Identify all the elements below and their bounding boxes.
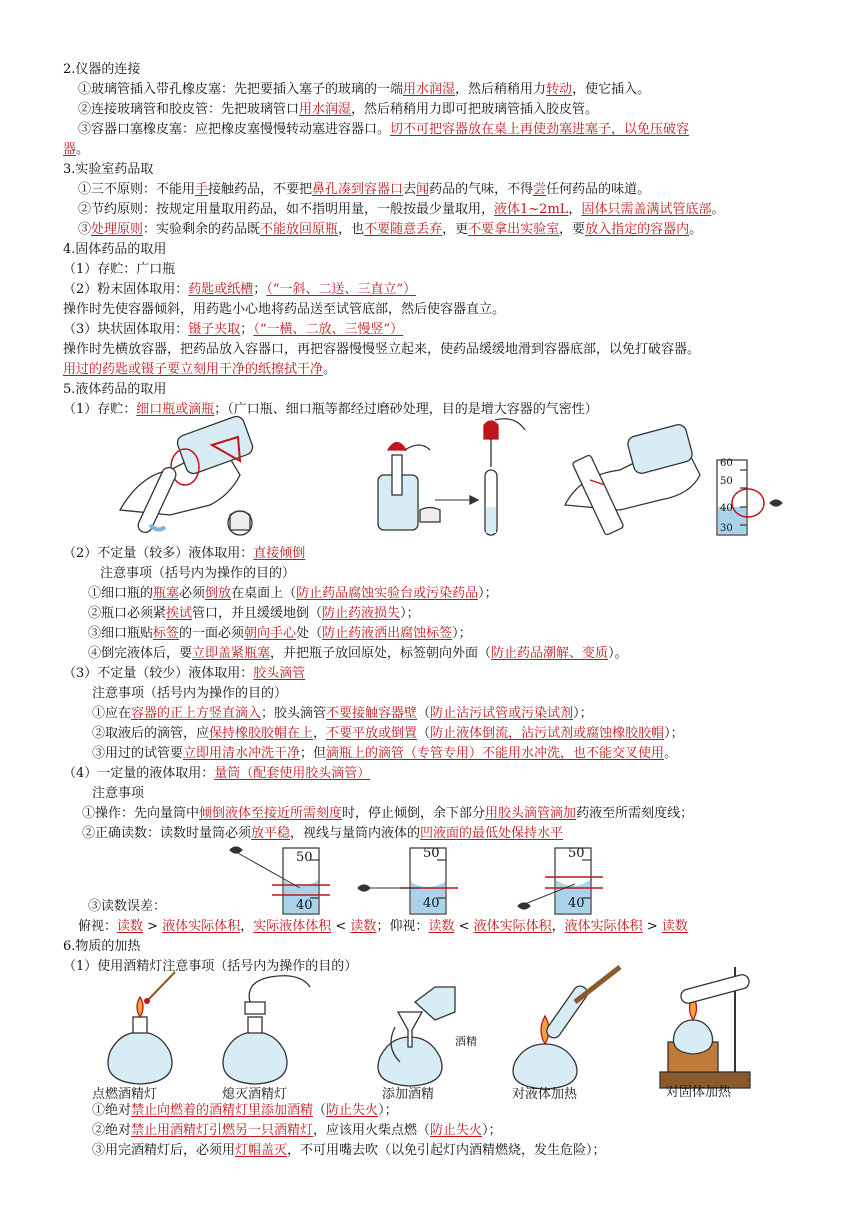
s3-title: 3.实验室药品取 xyxy=(63,162,154,177)
s4-line4: （3）块状固体取用：镊子夹取；（“一横、二放、三慢竖”） xyxy=(63,322,404,337)
s5-line2: （2）不定量（较多）液体取用：直接倾倒 xyxy=(63,546,306,561)
cyl2-label-40: 40 xyxy=(423,896,440,911)
scale-label-40: 40 xyxy=(720,503,733,514)
s5-title: 5.液体药品的取用 xyxy=(63,382,167,397)
lamp-extinguish-image xyxy=(223,976,310,1084)
caption-light-lamp: 点燃酒精灯 xyxy=(92,1087,158,1102)
caption-extinguish-lamp: 熄灭酒精灯 xyxy=(222,1087,288,1102)
cyl3-label-50: 50 xyxy=(568,846,585,861)
s2-line1: ①玻璃管插入带孔橡皮塞：先把要插入塞子的玻璃的一端用水润湿，然后稍稍用力转动，使它插入。 xyxy=(78,82,651,97)
s6-line3: ②绝对禁止用酒精灯引燃另一只酒精灯，应该用火柴点燃（防止失火）； xyxy=(92,1123,502,1138)
cyl1-label-40: 40 xyxy=(296,898,313,913)
pour-into-tube-image xyxy=(120,414,255,535)
liquid-handling-illustrations xyxy=(0,415,868,545)
s5-line5: ②瓶口必须紧挨试管口，并且缓缓地倒（防止药液损失）； xyxy=(88,606,420,621)
s5-line11: ②取液后的滴管，应保持橡胶胶帽在上，不要平放或倒置（防止液体倒流，沾污试剂或腐蚀橡胶胶帽）； xyxy=(92,726,684,741)
alcohol-bottle-label: 酒精 xyxy=(455,1035,477,1048)
s6-line2: ①绝对禁止向燃着的酒精灯里添加酒精（防止失火）； xyxy=(92,1103,398,1118)
lamp-add-alcohol-image xyxy=(378,987,455,1086)
s5-line8: （3）不定量（较少）液体取用：胶头滴管 xyxy=(63,666,306,681)
cyl2-label-50: 50 xyxy=(423,846,440,861)
cyl3-label-40: 40 xyxy=(568,896,585,911)
s4-line5: 操作时先横放容器，把药品放入容器口，再把容器慢慢竖立起来，使药品缓缓地滑到容器底部，以免打破容器。 xyxy=(63,342,701,357)
s5-line16: ②正确读数：读数时量筒必须放平稳，视线与量筒内液体的凹液面的最低处保持水平 xyxy=(82,826,564,841)
s5-line4: ①细口瓶的瓶塞必须倒放在桌面上（防止药品腐蚀实验台或污染药品）； xyxy=(88,586,498,601)
s5-line6: ③细口瓶贴标签的一面必须朝向手心处（防止药液洒出腐蚀标签）； xyxy=(88,626,472,641)
s4-title: 4.固体药品的取用 xyxy=(63,242,167,257)
s3-line1: ①三不原则：不能用手接触药品，不要把鼻孔凑到容器口去闻药品的气味，不得尝任何药品的味道。 xyxy=(78,182,651,197)
lamp-heat-liquid-image xyxy=(513,967,620,1089)
s2-line2: ②连接玻璃管和胶皮管：先把玻璃管口用水润湿，然后稍稍用力即可把玻璃管插入胶皮管。 xyxy=(78,102,599,117)
s5-line17: ③读数误差： xyxy=(88,899,167,914)
caption-heat-liquid: 对液体加热 xyxy=(512,1087,578,1102)
scale-label-50: 50 xyxy=(720,476,733,487)
s5-line7: ④倒完液体后，要立即盖紧瓶塞，并把瓶子放回原处，标签朝向外面（防止药品潮解、变质）。 xyxy=(88,646,628,661)
s2-line3: ③容器口塞橡皮塞：应把橡皮塞慢慢转动塞进容器口。切不可把容器放在桌上再使劲塞进塞子，以免压破容 xyxy=(78,122,690,137)
lamp-heat-solid-image xyxy=(660,967,751,1088)
s5-line12: ③用过的试管要立即用清水冲洗干净；但滴瓶上的滴管（专管专用）不能用水冲洗，也不能交叉使用。 xyxy=(92,746,678,761)
s3-line3: ③处理原则：实验剩余的药品既不能放回原瓶，也不要随意丢弃，更不要拿出实验室，要放入指定的容器内。 xyxy=(78,222,703,237)
scale-label-60: 60 xyxy=(720,458,733,469)
s5-line10: ①应在容器的正上方竖直滴入；胶头滴管不要接触容器壁（防止沾污试管或污染试剂）； xyxy=(92,706,593,721)
s5-line9: 注意事项（括号内为操作的目的） xyxy=(92,686,288,701)
cylinder-look-down xyxy=(230,847,330,914)
dropper-bottle-image xyxy=(378,419,525,535)
alcohol-lamp-illustrations xyxy=(0,972,868,1097)
s3-line2: ②节约原则：按规定用量取用药品，如不指明用量，一般按最少量取用，液体1~2mL，固体只需盖满试管底部。 xyxy=(78,202,725,217)
s2-title: 2.仪器的连接 xyxy=(63,62,141,77)
s5-line13: （4）一定量的液体取用：量筒（配套使用胶头滴管） xyxy=(63,766,371,781)
s4-line1: （1）存贮：广口瓶 xyxy=(63,262,176,277)
scale-label-30: 30 xyxy=(720,523,733,534)
caption-add-alcohol: 添加酒精 xyxy=(382,1087,435,1102)
s5-line3: 注意事项（括号内为操作的目的） xyxy=(100,566,296,581)
s6-line4: ③用完酒精灯后，必须用灯帽盖灭，不可用嘴去吹（以免引起灯内酒精燃烧，发生危险）； xyxy=(92,1143,606,1158)
s4-line2: （2）粉末固体取用：药匙或纸槽；（“一斜、二送、三直立”） xyxy=(63,282,417,297)
cyl1-label-50: 50 xyxy=(296,850,313,865)
s5-line15: ①操作：先向量筒中倾倒液体至接近所需刻度时，停止倾倒，余下部分用胶头滴管滴加药液至所需刻度线； xyxy=(82,806,694,821)
lamp-lighting-image xyxy=(108,972,175,1084)
s4-line6: 用过的药匙或镊子要立刻用干净的纸擦拭干净。 xyxy=(63,362,337,377)
s2-line4: 器。 xyxy=(63,142,90,157)
cylinder-look-level xyxy=(358,848,458,914)
s4-line3: 操作时先使容器倾斜，用药匙小心地将药品送至试管底部，然后使容器直立。 xyxy=(63,302,506,317)
s6-title: 6.物质的加热 xyxy=(63,939,141,954)
s5-line14: 注意事项 xyxy=(92,786,145,801)
s5-line18: 俯视：读数 > 液体实际体积，实际液体体积 < 读数；仰视：读数 < 液体实际体积，液体实际体积 > 读数 xyxy=(78,919,688,934)
s6-line1: （1）使用酒精灯注意事项（括号内为操作的目的） xyxy=(63,959,358,974)
caption-heat-solid: 对固体加热 xyxy=(666,1085,732,1100)
pour-into-cylinder-image xyxy=(565,423,700,536)
s5-line1: （1）存贮：细口瓶或滴瓶；（广口瓶、细口瓶等都经过磨砂处理，目的是增大容器的气密性） xyxy=(63,402,598,417)
cylinder-look-up xyxy=(518,848,603,914)
